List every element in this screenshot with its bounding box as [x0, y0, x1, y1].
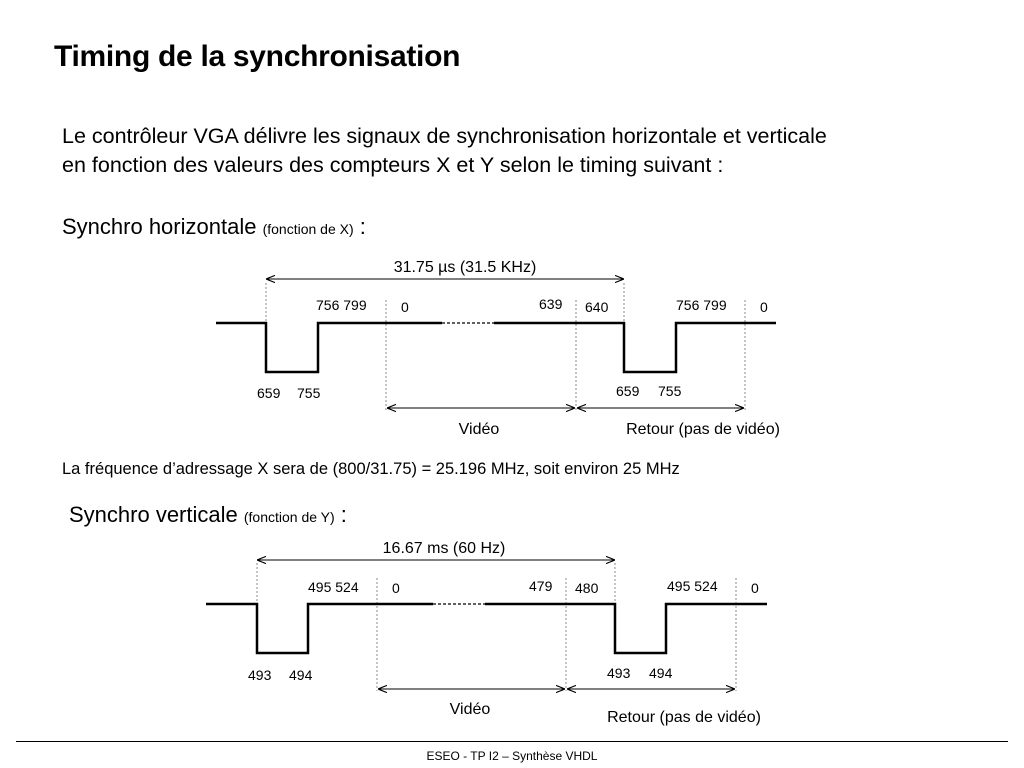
v-video-label: Vidéo: [449, 701, 491, 718]
h-retour-label: Retour (pas de vidéo): [626, 421, 780, 438]
intro-line-1: Le contrôleur VGA délivre les signaux de synchronisation horizontale et verticale: [62, 124, 827, 148]
h-top-label-5: 756 799: [676, 297, 727, 313]
vertical-heading-sub: (fonction de Y): [243, 509, 335, 525]
h-top-label-4: 640: [585, 299, 609, 315]
footer-text: ESEO - TP I2 – Synthèse VHDL: [426, 749, 598, 763]
page-title: Timing de la synchronisation: [54, 40, 461, 73]
h-waveform-1: [216, 323, 442, 372]
v-bottom-label-4: 494: [649, 665, 673, 681]
h-bottom-label-2: 755: [297, 385, 321, 401]
v-waveform-1: [206, 604, 433, 653]
v-top-label-3: 479: [529, 578, 553, 594]
v-bottom-label-2: 494: [289, 667, 313, 683]
horizontal-heading-sub: (fonction de X): [262, 221, 354, 237]
h-period-label: 31.75 µs (31.5 KHz): [393, 259, 537, 276]
v-top-label-1: 495 524: [308, 579, 359, 595]
intro-line-2: en fonction des valeurs des compteurs X et Y selon le timing suivant :: [62, 153, 724, 177]
h-top-label-1: 756 799: [316, 297, 367, 313]
h-bottom-label-4: 755: [658, 383, 682, 399]
h-video-label: Vidéo: [458, 421, 500, 438]
v-top-label-4: 480: [575, 580, 599, 596]
v-waveform-2: [485, 604, 767, 653]
vertical-heading-colon: :: [340, 502, 347, 527]
footer-divider: [16, 741, 1008, 742]
v-top-label-2: 0: [392, 580, 400, 596]
frequency-note: La fréquence d’adressage X sera de (800/31.75) = 25.196 MHz, soit environ 25 MHz: [62, 460, 680, 478]
h-top-label-2: 0: [401, 299, 409, 315]
v-bottom-label-1: 493: [248, 667, 272, 683]
h-top-label-6: 0: [760, 299, 768, 315]
v-top-label-5: 495 524: [667, 578, 718, 594]
h-bottom-label-3: 659: [616, 383, 640, 399]
v-top-label-6: 0: [751, 580, 759, 596]
horizontal-heading-label: Synchro horizontale: [62, 214, 257, 239]
v-bottom-label-3: 493: [607, 665, 631, 681]
h-bottom-label-1: 659: [257, 385, 281, 401]
horizontal-diagram: [216, 259, 780, 438]
v-period-label: 16.67 ms (60 Hz): [382, 540, 506, 557]
h-top-label-3: 639: [539, 296, 563, 312]
v-retour-label: Retour (pas de vidéo): [607, 709, 761, 726]
h-waveform-2: [494, 323, 776, 372]
horizontal-heading-colon: :: [359, 214, 366, 239]
vertical-heading-label: Synchro verticale: [69, 502, 238, 527]
vertical-diagram: [206, 540, 767, 726]
